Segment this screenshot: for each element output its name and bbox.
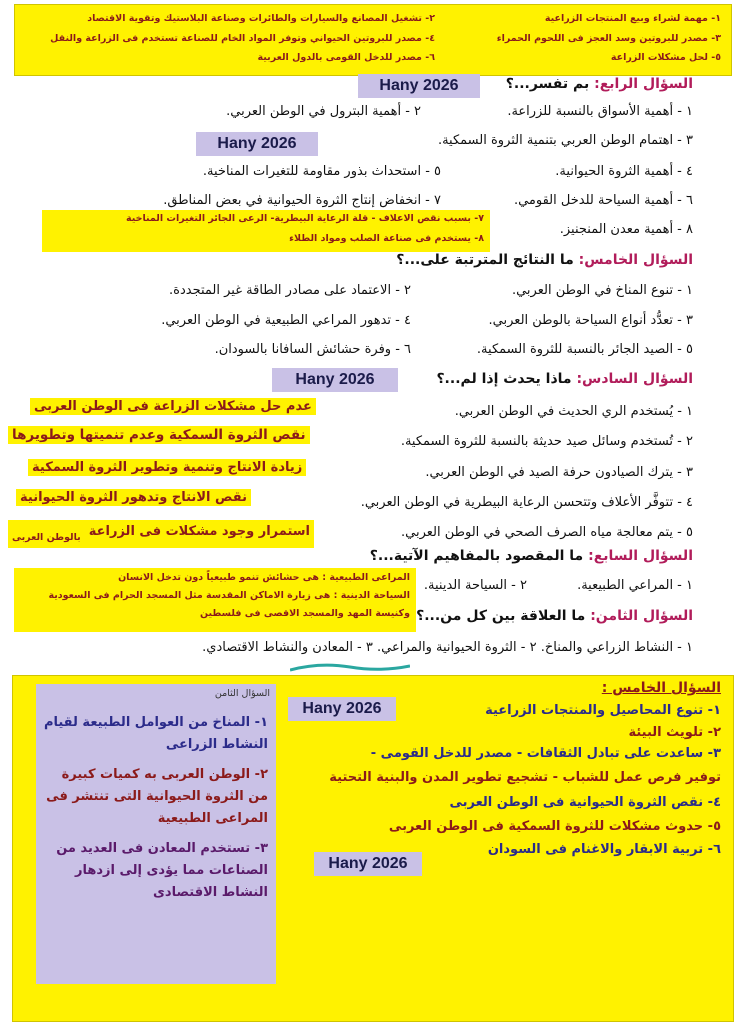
q7-answer-3: وكنيسة المهد والمسجد الاقصى فى فلسطين	[199, 608, 410, 619]
q5-item-1: ١ - تنوع المناخ في الوطن العربي.	[511, 283, 693, 298]
q6-answer-2: نقص الثروة السمكية وعدم تنميتها وتطويرها	[8, 426, 310, 444]
q8-answers-panel	[36, 684, 276, 984]
q5-answer-1: ١- تنوع المحاصيل والمنتجات الزراعية	[485, 703, 721, 718]
q7-subtitle: ما المقصود بالمفاهيم الآتية...؟	[369, 548, 589, 564]
q4-item-6: ٦ - أهمية السياحة للدخل القومي.	[513, 193, 693, 208]
q4-item-8: ٨ - أهمية معدن المنجنيز.	[559, 222, 693, 237]
q4-item-3: ٣ - اهتمام الوطن العربي بتنمية الثروة السمكية.	[437, 133, 693, 148]
q4-item-1: ١ - أهمية الأسواق بالنسبة للزراعة.	[507, 104, 693, 119]
q6-answer-5: استمرار وجود مشكلات فى الزراعة	[88, 524, 310, 539]
q8-answers-tag: السؤال الثامن	[214, 688, 270, 699]
q4-item-5: ٥ - استحداث بذور مقاومة للتغيرات المناخية.	[202, 164, 441, 179]
decorative-wave	[290, 662, 410, 672]
hany-label: Hany 2026	[196, 132, 318, 156]
q5-subtitle: ما النتائج المترتبة على...؟	[396, 252, 579, 268]
top-answer-6: ٦- مصدر للدخل القومى بالدول العربية	[257, 52, 435, 63]
q5-answer-5: ٥- حدوث مشكلات للثروة السمكية فى الوطن العربى	[388, 819, 721, 834]
q4-item-7: ٧ - انخفاض إنتاج الثروة الحيوانية في بعض المناطق.	[163, 193, 441, 208]
q5-item-5: ٥ - الصيد الجائر بالنسبة للثروة السمكية.	[476, 342, 693, 357]
q5-answer-6: ٦- تربية الابقار والاغنام فى السودان	[487, 842, 721, 857]
hany-label: Hany 2026	[288, 697, 396, 721]
q4-item-2: ٢ - أهمية البترول في الوطن العربي.	[226, 104, 421, 119]
q4-answer-box	[42, 210, 490, 252]
q5-header	[396, 252, 693, 268]
q5-item-6: ٦ - وفرة حشائش السافانا بالسودان.	[214, 342, 411, 357]
q7-title: السؤال السابع:	[588, 548, 693, 564]
q8-answer-3: ٣- تستخدم المعادن فى العديد من الصناعات مما يؤدى إلى ازدهار النشاط الاقتصادى	[56, 841, 268, 900]
hany-label: Hany 2026	[272, 368, 398, 392]
q5-answer-4: ٤- نقص الثروة الحيوانية فى الوطن العربى	[449, 795, 721, 810]
q7-answer-box	[14, 568, 416, 632]
q5-item-2: ٢ - الاعتماد على مصادر الطاقة غير المتجددة.	[169, 283, 411, 298]
q6-header	[436, 371, 693, 387]
top-answer-2: ٢- تشغيل المصانع والسيارات والطائرات وصناعة البلاستيك وتقوية الاقتصاد	[87, 13, 435, 24]
q5-item-4: ٤ - تدهور المراعي الطبيعية في الوطن العربي.	[161, 313, 411, 328]
hany-label: Hany 2026	[314, 852, 422, 876]
q8-answer-1: ١- المناخ من العوامل الطبيعة لقيام النشاط الزراعى	[43, 715, 268, 752]
top-answer-5: ٥- لحل مشكلات الزراعة	[610, 52, 721, 63]
hany-label: Hany 2026	[358, 74, 480, 98]
q4-item-4: ٤ - أهمية الثروة الحيوانية.	[555, 164, 693, 179]
q6-item-3: ٣ - يترك الصيادون حرفة الصيد في الوطن العربي.	[425, 465, 693, 480]
q7-answer-1: المراعى الطبيعية : هى حشائش تنمو طبيعياً دون تدخل الانسان	[118, 572, 410, 583]
q8-header	[416, 608, 693, 624]
q5-answer-3: ٣- ساعدت على تبادل الثقافات - مصدر للدخل القومى -	[370, 746, 721, 761]
q7-item-1: ١ - المراعي الطبيعية.	[577, 578, 693, 593]
top-answer-1: ١- مهمة لشراء وبيع المنتجات الزراعية	[544, 13, 721, 24]
q5-answers-title: السؤال الخامس :	[601, 680, 721, 696]
top-answer-3: ٣- مصدر للبروتين وسد العجز فى اللحوم الحمراء	[496, 33, 721, 44]
q4-header	[506, 76, 693, 92]
q5-answer-3-continued: توفير فرص عمل للشباب - تشجيع تطوير المدن والبنية التحتية	[329, 770, 721, 785]
q6-title: السؤال السادس:	[576, 371, 693, 387]
q5-title: السؤال الخامس:	[578, 252, 693, 268]
q8-answer-2: ٢- الوطن العربى به كميات كبيرة من الثروة الحيوانية التى تنتشر فى المراعى الطبيعية	[46, 767, 268, 826]
q4-title: السؤال الرابع:	[594, 76, 693, 92]
q7-answer-2: السياحة الدينية : هى زيارة الاماكن المقدسة مثل المسجد الحرام فى السعودية	[48, 590, 410, 601]
q4-answer-7: ٧- بسبب نقص الاعلاف - قلة الرعاية البيطرية- الرعى الجائر التغيرات المناخية	[126, 213, 484, 224]
q4-subtitle: بم تفسر...؟	[505, 76, 595, 92]
q6-item-2: ٢ - تُستخدم وسائل صيد حديثة بالنسبة للثروة السمكية.	[400, 434, 693, 449]
q6-item-1: ١ - يُستخدم الري الحديث في الوطن العربي.	[454, 404, 693, 419]
q6-answer-1: عدم حل مشكلات الزراعة فى الوطن العربى	[30, 398, 316, 415]
q8-subtitle: ما العلاقة بين كل من...؟	[416, 608, 591, 624]
q5-answer-2: ٢- تلويث البيئة	[628, 725, 721, 740]
q8-title: السؤال الثامن:	[590, 608, 693, 624]
q6-answer-5-suffix: بالوطن العربى	[12, 532, 81, 543]
top-answer-4: ٤- مصدر للبروتين الحيواني وتوفر المواد الخام للصناعة تستخدم فى الزراعة والنقل	[50, 33, 435, 44]
q4-answer-8: ٨- يستخدم فى صناعة الصلب ومواد الطلاء	[289, 233, 484, 244]
top-answers-box	[14, 4, 732, 76]
q5-item-3: ٣ - تعدُّد أنواع السياحة بالوطن العربي.	[488, 313, 693, 328]
q6-subtitle: ماذا يحدث إذا لم...؟	[436, 371, 577, 387]
q6-answer-5-box	[8, 520, 314, 548]
q8-line: ١ - النشاط الزراعي والمناخ. ٢ - الثروة الحيوانية والمراعي. ٣ - المعادن والنشاط الاقتصادي.	[202, 640, 693, 655]
q6-item-5: ٥ - يتم معالجة مياه الصرف الصحي في الوطن العربي.	[401, 525, 693, 540]
q6-item-4: ٤ - تتوفَّر الأعلاف وتتحسن الرعاية البيطرية في الوطن العربي.	[360, 495, 693, 510]
q7-item-2: ٢ - السياحة الدينية.	[423, 578, 527, 593]
q6-answer-3: زيادة الانتاج وتنمية وتطوير الثروة السمكية	[28, 459, 306, 476]
q7-header	[370, 548, 693, 564]
q6-answer-4: نقص الانتاج وتدهور الثروة الحيوانية	[16, 489, 251, 506]
